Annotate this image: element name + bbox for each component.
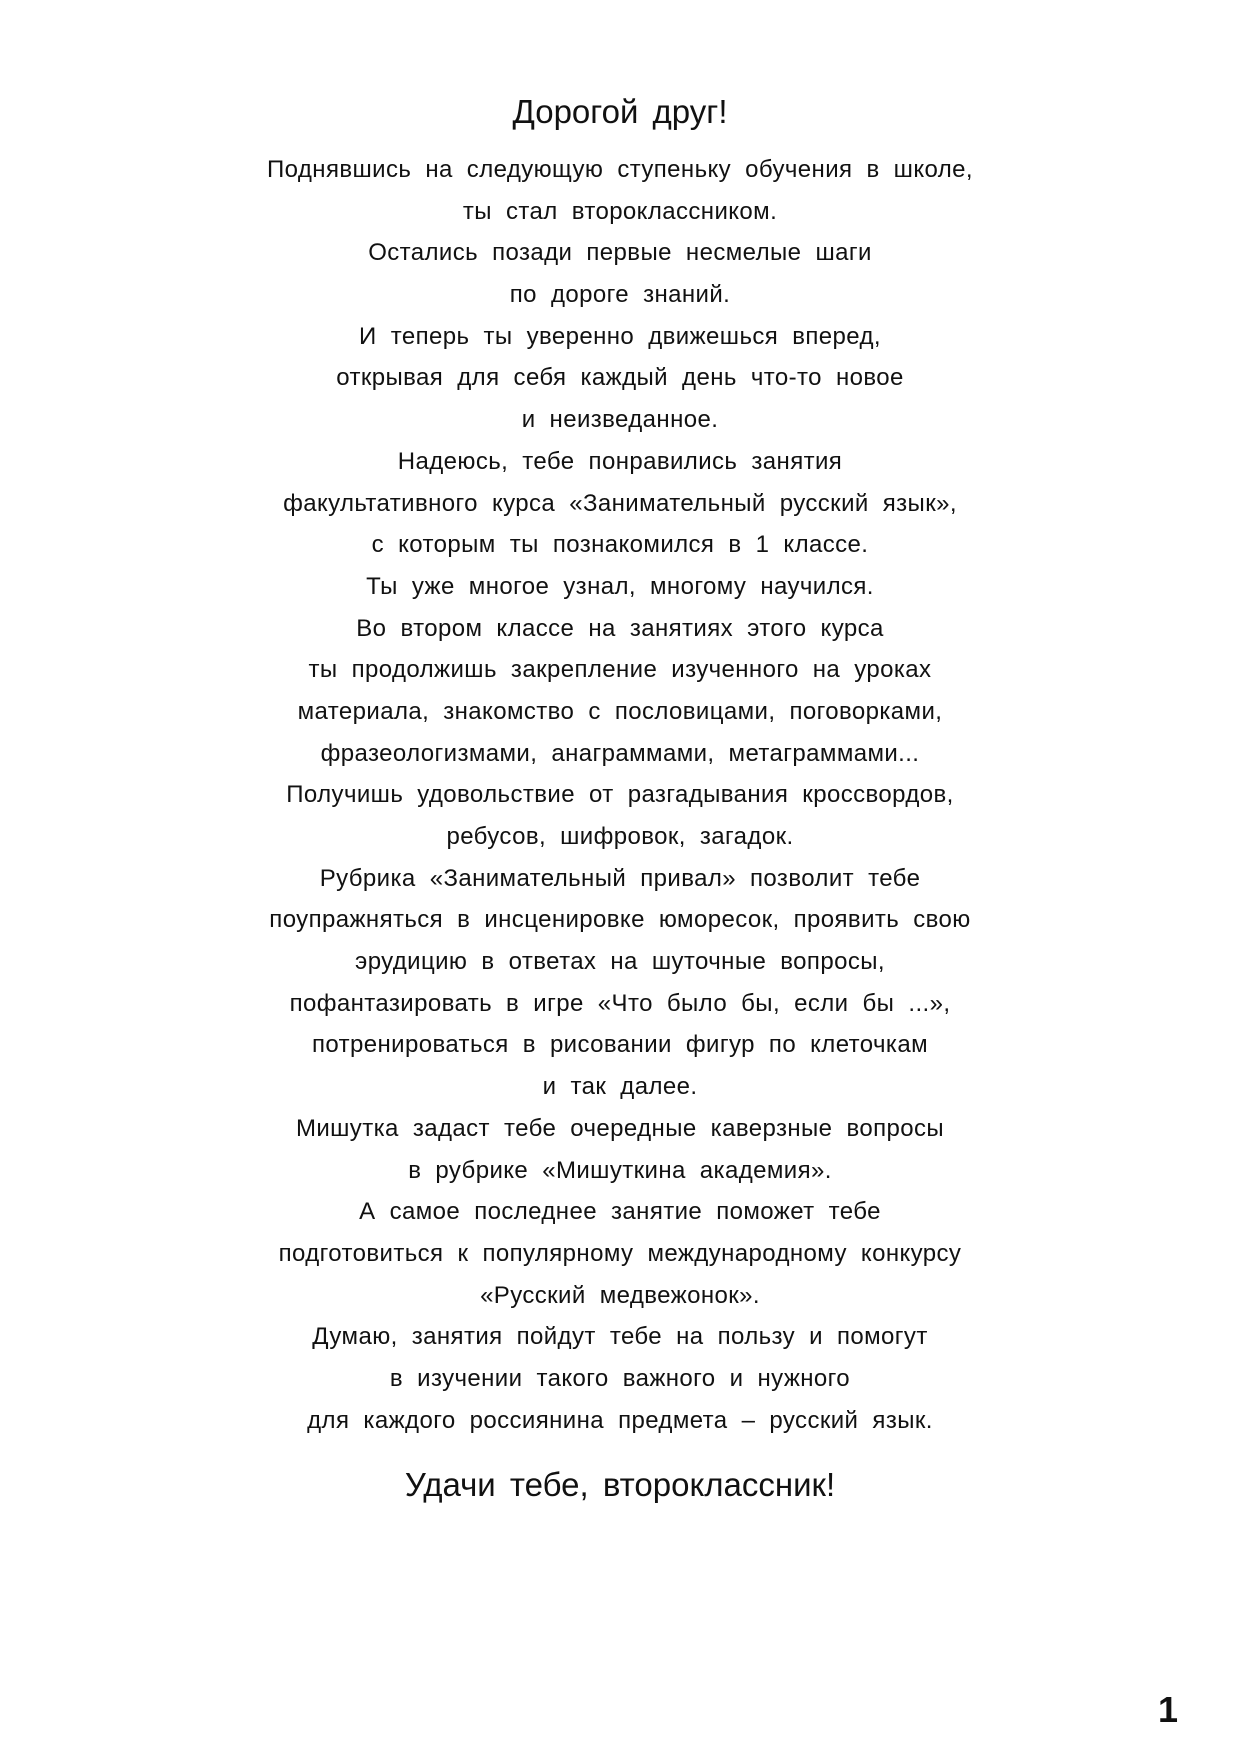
letter-line: Поднявшись на следующую ступеньку обучения в школе, — [267, 156, 973, 183]
letter-line: А самое последнее занятие поможет тебе — [359, 1198, 881, 1226]
letter-line: с которым ты познакомился в 1 классе. — [371, 531, 869, 559]
letter-line: и неизведанное. — [521, 406, 719, 434]
letter-line: «Русский медвежонок». — [480, 1281, 760, 1309]
letter-line: открывая для себя каждый день что-то новое — [336, 364, 904, 392]
letter-line: Остались позади первые несмелые шаги — [368, 239, 872, 267]
letter-line: в изучении такого важного и нужного — [389, 1364, 851, 1392]
letter-line: поупражняться в инсценировке юморесок, проявить свою — [269, 906, 971, 934]
letter-line: Во втором классе на занятиях этого курса — [356, 614, 884, 642]
letter-line: Ты уже многое узнал, многому научился. — [366, 572, 874, 600]
letter-line: И теперь ты уверенно движешься вперед, — [359, 322, 881, 350]
letter-line: Надеюсь, тебе понравились занятия — [397, 447, 843, 475]
letter-line: Мишутка задаст тебе очередные каверзные вопросы — [295, 1114, 945, 1142]
letter-line: подготовиться к популярному международному конкурсу — [278, 1239, 962, 1267]
page-number: 1 — [1157, 1689, 1178, 1730]
letter-line: факультативного курса «Занимательный русский язык», — [283, 489, 957, 517]
letter-closing: Удачи тебе, второклассник! — [404, 1466, 836, 1503]
letter-line: Получишь удовольствие от разгадывания кроссвордов, — [286, 781, 954, 809]
letter-line: для каждого россиянина предмета – русский язык. — [307, 1406, 933, 1434]
letter-line: материала, знакомство с пословицами, поговорками, — [297, 697, 943, 725]
letter-greeting: Дорогой друг! — [512, 93, 728, 130]
letter-line: потренироваться в рисовании фигур по клеточкам — [312, 1031, 928, 1059]
letter-line: по дороге знаний. — [509, 281, 731, 309]
letter-line: эрудицию в ответах на шуточные вопросы, — [355, 948, 885, 976]
letter-line: пофантазировать в игре «Что было бы, если бы ...», — [289, 989, 951, 1017]
letter-line: в рубрике «Мишуткина академия». — [408, 1156, 832, 1184]
letter-line: Думаю, занятия пойдут тебе на пользу и помогут — [312, 1323, 928, 1351]
letter-line: ты стал второклассником. — [462, 197, 778, 225]
letter-body — [0, 149, 1240, 1441]
letter-line: ты продолжишь закрепление изученного на уроках — [308, 656, 932, 684]
letter-line: ребусов, шифровок, загадок. — [446, 823, 794, 850]
letter-line: и так далее. — [542, 1073, 698, 1101]
letter-line: Рубрика «Занимательный привал» позволит тебе — [319, 864, 921, 892]
letter-line: фразеологизмами, анаграммами, метаграммами... — [320, 739, 920, 767]
